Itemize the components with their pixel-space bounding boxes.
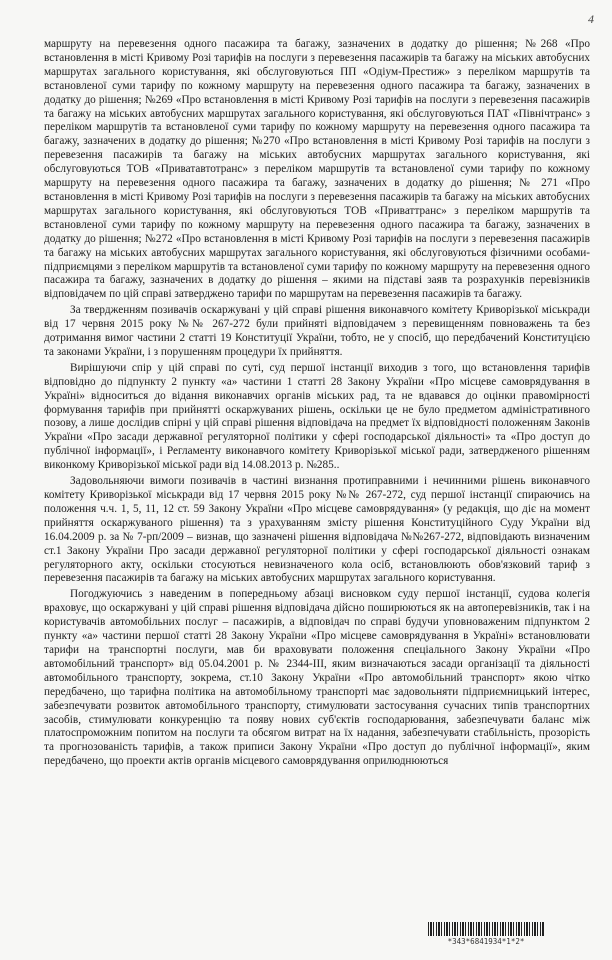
paragraph-3: Вирішуючи спір у цій справі по суті, суд першої інстанції виходив з того, що встановлення тарифів відповідно до підпункту 2 пункту «а» частини 1 статті 28 Закону України «Про місцеве самоврядування в Україні» відноситься до відання виконавчих органів міських рад, та не вдавався до оцінки правомірності формування тарифів при прийнятті оскаржуваних рішень, оскільки це не було предметом адміністративного позову, а лише дослідив спірні у цій справі рішення відповідача на предмет їх відповідності положенням Законів України «Про засади державної регуляторної політики у сфері господарської діяльності» та «Про доступ до публічної інформації», і Регламенту виконавчого комітету Криворізької міської ради, затвердженого рішенням виконкому Криворізької міської ради від 14.08.2013 р. №285..: [44, 361, 590, 472]
paragraph-2: За твердженням позивачів оскаржувані у цій справі рішення виконавчого комітету Криворізької міськради від 17 червня 2015 року №№ 267-272 були прийняті відповідачем з перевищенням повноважень та без дотримання вимог частини 2 статті 19 Конституції України, тобто, не у спосіб, що передбачений Конституцією та законами України, і з порушенням процедури їх прийняття.: [44, 304, 590, 358]
paragraph-4: Задовольняючи вимоги позивачів в частині визнання протиправними і нечинними рішень виконавчого комітету Криворізької міськради від 17 червня 2015 року №№ 267-272, суд першої інстанції спираючись на положення ч.ч. 1, 5, 11, 12 ст. 59 Закону України «Про місцеве самоврядування» (у редакція, що діє на момент прийняття оскаржуваного рішення) та з урахуванням змісту рішення Конституційного Суду України від 16.04.2009 р. за № 7-рп/2009 – визнав, що зазначені рішення відповідача №№267-272, відповідають визначеним ст.1 Закону України Про засади державної регуляторної політики у сфері господарської діяльності ознакам регуляторного акту, оскільки стосуються невизначеного кола осіб, встановлюють обов'язковий тариф з перевезення пасажирів та багажу на міських автобусних маршрутах загального користування.: [44, 475, 590, 585]
paragraph-1: маршруту на перевезення одного пасажира та багажу, зазначених в додатку до рішення; №268 «Про встановлення в місті Кривому Розі тарифів на послуги з перевезення пасажирів та багажу на міських автобусних маршрутах загального користування, які обслуговуються ПП «Одіум-Престиж» з переліком маршрутів та встановленої суми тарифу по кожному маршруту на перевезення одного пасажира та багажу, зазначених в додатку до рішення; №269 «Про встановлення в місті Кривому Розі тарифів на послуги з перевезення пасажирів та багажу на міських автобусних маршрутах загального користування, які обслуговуються ПАТ «Північтранс» з переліком маршрутів та встановленої суми тарифу по кожному маршруту на перевезення одного пасажира та багажу, зазначених в додатку до рішення; №270 «Про встановлення в місті Кривому Розі тарифів на послуги з перевезення пасажирів та багажу на міських автобусних маршрутах загального користування, які обслуговуються ТОВ «Приватавтотранс» з переліком маршрутів та встановленої суми тарифу по кожному маршруту на перевезення одного пасажира та багажу, зазначених в додатку до рішення; № 271 «Про встановлення в місті Кривому Розі тарифів на послуги з перевезення пасажирів та багажу на міських автобусних маршрутах загального користування, які обслуговуються ТОВ «Приваттранс» з переліком маршрутів та встановленої суми тарифу по кожному маршруту на перевезення одного пасажира та багажу, зазначених в додатку до рішення; №272 «Про встановлення в місті Кривому Розі тарифів на послуги з перевезення пасажирів та багажу на міських автобусних маршрутах загального користування, які обслуговуються фізичними особами-підприємцями з переліком маршрутів та встановленої суми тарифу по кожному маршруту на перевезення одного пасажира та багажу, зазначених в додатку до рішення – якими на підставі заяв та розрахунків перевізників відповідачем по цій справі затверджено тарифи по маршрутам на перевезення пасажирів та багажу.: [44, 38, 590, 301]
paragraph-5: Погоджуючись з наведеним в попередньому абзаці висновком суду першої інстанції, судова колегія враховує, що оскаржувані у цій справі рішення відповідача дійсно поширюються як на автоперевізників, так і на користувачів автомобільних послуг – пасажирів, а відповідач по справі будучи уповноваженим підпунктом 2 пункту «а» частини першої статті 28 Закону України «Про місцеве самоврядування в Україні» встановлювати тарифи на транспортні послуги, мав би враховувати положення спеціального Закону України «Про автомобільний транспорт» від 05.04.2001 р. № 2344-III, яким визначаються засади організації та діяльності автомобільного транспорту, зокрема, ст.10 Закону України «Про автомобільний транспорт» якою чітко передбачено, що тарифна політика на автомобільному транспорті має задовольняти підприємницький інтерес, забезпечувати розвиток автомобільного транспорту, стимулювати застосування сучасних типів транспортних засобів, стимулювати конкуренцію та появу нових суб'єктів господарювання, забезпечувати баланс між платоспроможним попитом на послуги та обсягом витрат на їх надання, забезпечувати стабільність, прозорість та прогнозованість тарифів, а також приписи Закону України «Про доступ до публічної інформації», яким передбачено, що проекти актів органів місцевого самоврядування оприлюднюються: [44, 588, 590, 768]
page-number: 4: [588, 12, 594, 26]
barcode-bars: [428, 922, 544, 936]
document-barcode: [428, 922, 544, 946]
barcode-text: *343*6841934*1*2*: [447, 937, 525, 946]
